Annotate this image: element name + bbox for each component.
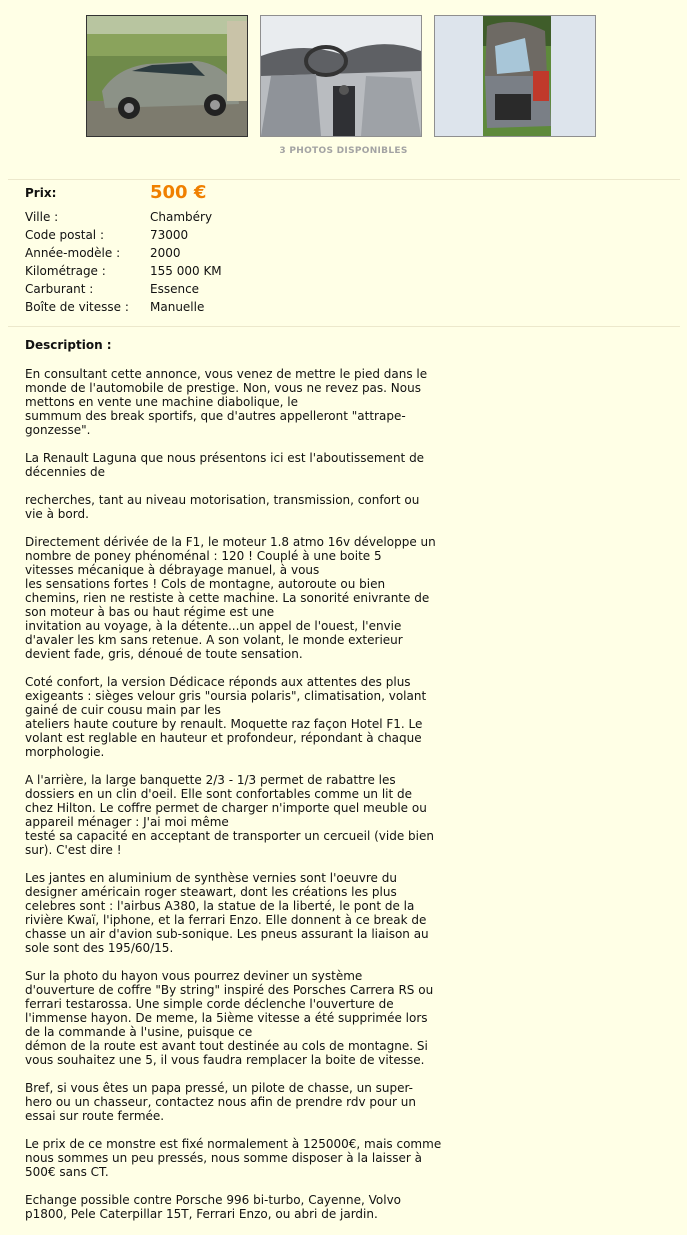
photo-thumbnail-trunk[interactable] [434, 15, 596, 137]
description-paragraph [25, 871, 455, 955]
detail-value: 155 000 KM [150, 264, 222, 278]
description-line: volant est reglable en hauteur et profondeur, répondant à chaque [25, 731, 422, 745]
description-paragraph [25, 367, 455, 437]
description-line: chez Hilton. Le coffre permet de charger n'importe quel meuble ou [25, 801, 427, 815]
description-line: son moteur à bas ou haut régime est une [25, 605, 275, 619]
description-line: Les jantes en aluminium de synthèse vernies sont l'oeuvre du [25, 871, 397, 885]
description-line: invitation au voyage, à la détente...un appel de l'ouest, l'envie [25, 619, 402, 633]
detail-value: Chambéry [150, 210, 213, 224]
detail-value: 73000 [150, 228, 189, 242]
description-line: gainé de cuir cousu main par les [25, 703, 221, 717]
description-line: nombre de poney phénoménal : 120 ! Couplé à une boite 5 [25, 549, 382, 563]
description-line: p1800, Pele Caterpillar 15T, Ferrari Enzo, ou abri de jardin. [25, 1207, 378, 1221]
description-line: chemins, rien ne restiste à cette machine. La sonorité enivrante de [25, 591, 430, 605]
description-paragraph [25, 493, 455, 521]
description-line: sole sont des 195/60/15. [25, 941, 174, 955]
car-trunk-photo [435, 16, 595, 136]
description-line: ateliers haute couture by renault. Moquette raz façon Hotel F1. Le [25, 717, 423, 731]
detail-value: Manuelle [150, 300, 205, 314]
description-line: l'immense hayon. De meme, la 5ième vitesse a été supprimée lors [25, 1011, 428, 1025]
description-body [25, 367, 455, 1235]
detail-value: 2000 [150, 246, 181, 260]
description-line: hero ou un chasseur, contactez nous afin de prendre rdv pour un [25, 1095, 416, 1109]
detail-label: Ville : [25, 210, 59, 224]
description-line: d'avaler les km sans retenue. A son volant, le monde exterieur [25, 633, 403, 647]
price-value: 500 € [150, 182, 207, 203]
description-paragraph [25, 969, 455, 1067]
description-line: appareil ménager : J'ai moi même [25, 815, 229, 829]
description-line: A l'arrière, la large banquette 2/3 - 1/3 permet de rabattre les [25, 773, 396, 787]
description-line: recherches, tant au niveau motorisation, transmission, confort ou [25, 493, 420, 507]
detail-value: Essence [150, 282, 200, 296]
description-line: Sur la photo du hayon vous pourrez deviner un système [25, 969, 363, 983]
description-line: d'ouverture de coffre "By string" inspiré des Porsches Carrera RS ou [25, 983, 434, 997]
description-line: sur). C'est dire ! [25, 843, 122, 857]
description-line: les sensations fortes ! Cols de montagne, autoroute ou bien [25, 577, 386, 591]
divider [8, 179, 680, 180]
price-label: Prix: [25, 186, 57, 200]
photo-thumbnail-interior[interactable] [260, 15, 422, 137]
description-line: 500€ sans CT. [25, 1165, 109, 1179]
description-line: dossiers en un clin d'oeil. Elle sont confortables comme un lit de [25, 787, 413, 801]
description-line: En consultant cette annonce, vous venez de mettre le pied dans le [25, 367, 428, 381]
detail-label: Code postal : [25, 228, 104, 242]
description-line: Echange possible contre Porsche 996 bi-turbo, Cayenne, Volvo [25, 1193, 402, 1207]
description-line: Bref, si vous êtes un papa pressé, un pilote de chasse, un super- [25, 1081, 413, 1095]
description-line: démon de la route est avant tout destinée au cols de montagne. Si [25, 1039, 428, 1053]
car-interior-photo [261, 16, 421, 136]
car-exterior-photo [87, 16, 247, 136]
photos-count-label: 3 PHOTOS DISPONIBLES [279, 146, 408, 156]
description-paragraph [25, 1137, 455, 1179]
photo-thumbnail-exterior[interactable] [86, 15, 248, 137]
description-line: Directement dérivée de la F1, le moteur 1.8 atmo 16v développe un [25, 535, 436, 549]
description-line: essai sur route fermée. [25, 1109, 165, 1123]
description-line: vitesses mécanique à débrayage manuel, à vous [25, 563, 320, 577]
description-line: devient fade, gris, dénoué de toute sensation. [25, 647, 303, 661]
detail-label: Année-modèle : [25, 246, 121, 260]
description-title: Description : [25, 338, 112, 352]
description-paragraph [25, 1081, 455, 1123]
description-paragraph [25, 1193, 455, 1221]
description-line: décennies de [25, 465, 105, 479]
description-line: celebres sont : l'airbus A380, la statue de la liberté, le pont de la [25, 899, 415, 913]
description-line: mettons en vente une machine diabolique, le [25, 395, 298, 409]
description-line: morphologie. [25, 745, 105, 759]
description-line: vous souhaitez une 5, il vous faudra remplacer la boite de vitesse. [25, 1053, 425, 1067]
detail-label: Kilométrage : [25, 264, 106, 278]
description-line: monde de l'automobile de prestige. Non, vous ne revez pas. Nous [25, 381, 421, 395]
description-line: chasse un air d'avion sub-sonique. Les pneus assurant la liaison au [25, 927, 429, 941]
description-paragraph [25, 451, 455, 479]
description-line: de la commande à l'usine, puisque ce [25, 1025, 253, 1039]
divider [8, 326, 680, 327]
description-paragraph [25, 535, 455, 661]
photo-gallery [86, 15, 601, 140]
detail-label: Boîte de vitesse : [25, 300, 129, 314]
description-line: Le prix de ce monstre est fixé normalement à 125000€, mais comme [25, 1137, 442, 1151]
description-line: rivière Kwaï, l'iphone, et la ferrari Enzo. Elle donnent à ce break de [25, 913, 427, 927]
description-paragraph [25, 675, 455, 759]
description-line: exigeants : sièges velour gris "oursia polaris", climatisation, volant [25, 689, 427, 703]
description-line: gonzesse". [25, 423, 91, 437]
description-line: ferrari testarossa. Une simple corde déclenche l'ouverture de [25, 997, 394, 1011]
description-line: designer américain roger steawart, dont les créations les plus [25, 885, 397, 899]
description-line: vie à bord. [25, 507, 89, 521]
description-line: Coté confort, la version Dédicace réponds aux attentes des plus [25, 675, 411, 689]
description-line: La Renault Laguna que nous présentons ici est l'aboutissement de [25, 451, 425, 465]
description-paragraph [25, 773, 455, 857]
description-line: nous sommes un peu pressés, nous somme disposer à la laisser à [25, 1151, 422, 1165]
description-line: summum des break sportifs, que d'autres appelleront "attrape- [25, 409, 406, 423]
detail-label: Carburant : [25, 282, 94, 296]
description-line: testé sa capacité en acceptant de transporter un cercueil (vide bien [25, 829, 434, 843]
